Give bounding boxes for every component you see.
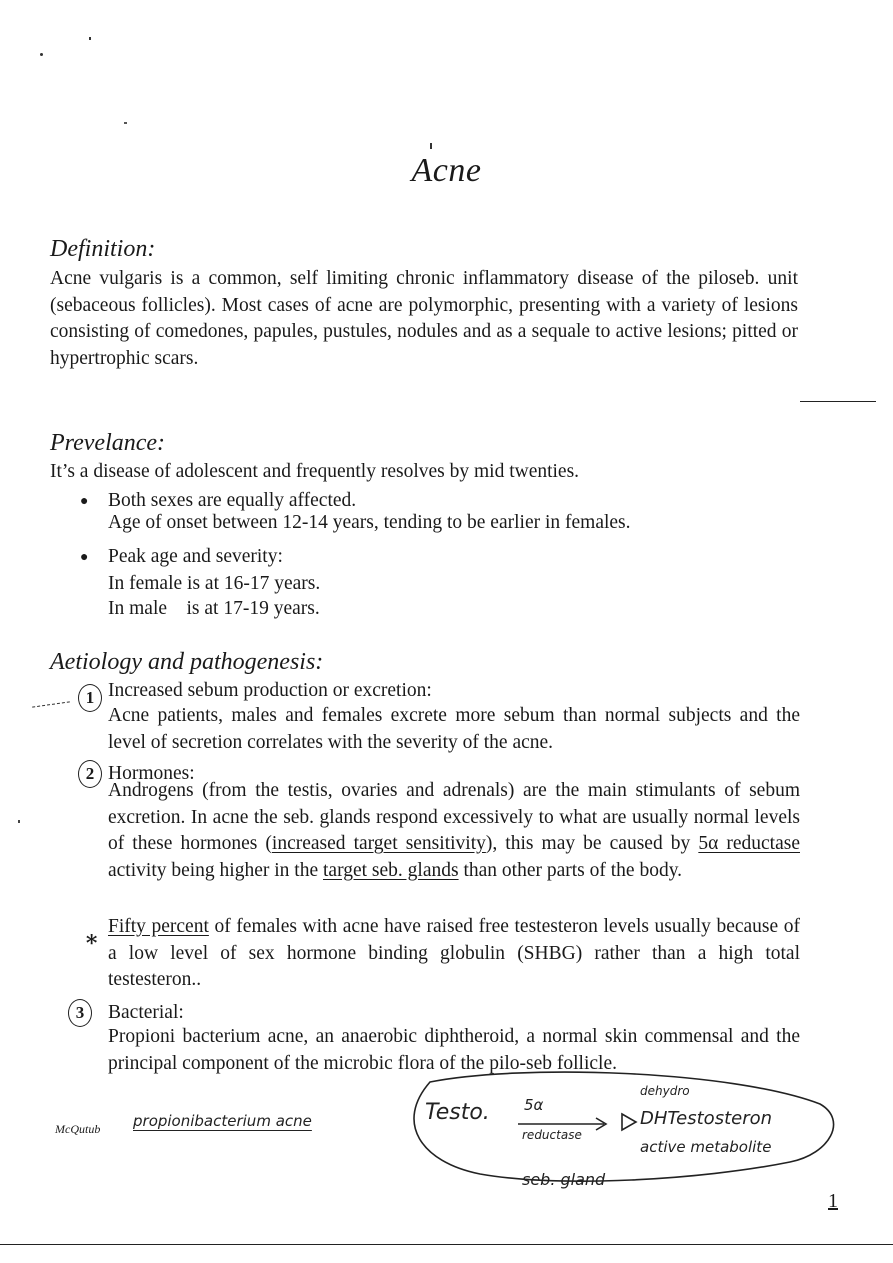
scan-speck — [89, 37, 91, 40]
item-3-text: Propioni bacterium acne, an anaerobic diphtheroid, a normal skin commensal and the principal component of the microbic flora of the pilo-seb follicle. — [108, 1026, 800, 1074]
prevalence-bullet-2-sub-2: In male is at 17-19 years. — [108, 598, 320, 619]
handwritten-diagram — [400, 1062, 840, 1192]
scan-speck — [40, 53, 43, 56]
star-note-text: of females with acne have raised free testesteron levels usually because of a low level of sex hormone binding globulin (SHBG) rather than a high total testesteron.. — [108, 916, 800, 990]
item-2-text-c: activity being higher in the — [108, 859, 323, 881]
definition-heading: Definition: — [50, 236, 156, 262]
prevalence-bullet-2: Peak age and severity: — [108, 546, 283, 567]
diagram-enzyme-bottom: reductase — [522, 1128, 582, 1142]
item-2-text-b: ), this may be caused by — [485, 833, 699, 854]
diagram-arrow-icon — [622, 1114, 636, 1130]
item-2-text-d: than other parts of the body. — [458, 859, 683, 881]
bullet-dot: ● — [80, 550, 89, 565]
item-2-text-a: Androgens (from the testis, ovaries and adrenals) are the main stimulants of sebum excretion. In acne the seb. glands respond excessively to what are usually normal levels of these hormones ( — [108, 780, 800, 854]
prevalence-heading: Prevelance: — [50, 430, 166, 456]
underlined-phrase: target seb. glands — [323, 859, 459, 881]
scan-speck — [124, 122, 127, 124]
reference-label: McQutub — [55, 1122, 101, 1136]
item-1-text: Acne patients, males and females excrete more sebum than normal subjects and the level of secretion correlates with the severity of the acne. — [108, 705, 800, 753]
underlined-phrase: 5α reductase — [698, 833, 800, 854]
star-icon: ∗ — [84, 926, 100, 951]
page-number: 1 — [828, 1190, 838, 1212]
prevalence-bullet-1: Both sexes are equally affected. — [108, 490, 357, 511]
handwritten-note: propionibacterium acne — [133, 1112, 312, 1130]
item-2-title: Hormones: — [108, 763, 195, 784]
diagram-to: DHTestosteron — [640, 1108, 773, 1129]
diagram-location: seb. gland — [522, 1170, 606, 1189]
definition-body: Acne vulgaris is a common, self limiting chronic inflammatory disease of the piloseb. unit (sebaceous follicles). Most cases of acne are polymorphic, presenting with a variety of lesions consisting of comedones, papules, pustules, nodules and as a sequale to active lesions; pitted or hypertrophic scars. — [50, 268, 798, 369]
aetiology-heading: Aetiology and pathogenesis: — [50, 649, 324, 675]
scan-speck — [18, 820, 20, 823]
scan-bottom-edge — [0, 1244, 893, 1245]
item-number-circle: 2 — [78, 760, 102, 788]
underlined-phrase: increased target sensitivity — [271, 833, 486, 854]
item-number-circle: 1 — [78, 684, 102, 712]
margin-arrow — [32, 701, 70, 707]
underlined-phrase: Fifty percent — [108, 916, 209, 937]
item-1-title: Increased sebum production or excretion: — [108, 680, 432, 701]
definition-text — [50, 266, 798, 372]
item-3-title: Bacterial: — [108, 1002, 184, 1023]
page-title: Acne — [411, 152, 482, 189]
diagram-note: active metabolite — [640, 1138, 772, 1156]
prevalence-bullet-2-sub-1: In female is at 16-17 years. — [108, 573, 321, 594]
prevalence-bullet-1-sub: Age of onset between 12-14 years, tending to be earlier in females. — [108, 512, 631, 533]
scan-speck — [430, 143, 432, 149]
margin-rule — [800, 401, 876, 402]
star-note — [108, 914, 800, 994]
prevalence-intro: It’s a disease of adolescent and frequently resolves by mid twenties. — [50, 461, 580, 482]
diagram-enzyme-top: 5α — [524, 1096, 544, 1114]
item-2-text — [108, 778, 800, 884]
diagram-from: Testo. — [425, 1100, 490, 1125]
diagram-prefix: dehydro — [640, 1084, 690, 1098]
bullet-dot: ● — [80, 494, 89, 509]
item-number-circle: 3 — [68, 999, 92, 1027]
